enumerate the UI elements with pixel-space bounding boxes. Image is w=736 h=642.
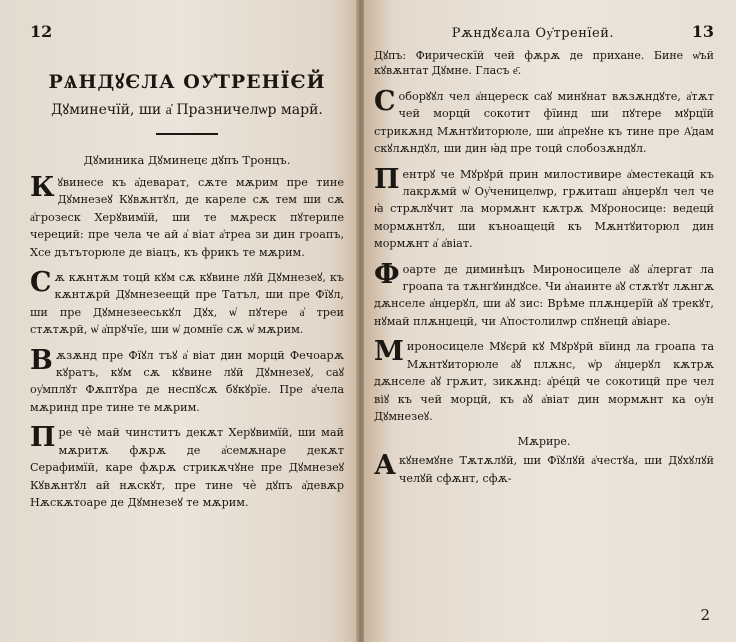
drop-cap: К	[30, 172, 55, 203]
left-page-header	[30, 22, 344, 48]
paragraph	[30, 174, 344, 261]
paragraph-text: оарте де диминѣцъ Мироносицеле а҆ꙋ а҆лергат ла гроапа та тѫнгꙋиндꙋсе. Чи а҆наинте а҆ꙋ стѫтꙋт лѫнгѫ дѫнселе а҆нџерꙋл, ши а҆ꙋ зис: Врѣме плѫнџерїй а҆ꙋ трекꙋт, нꙋмай плѫнџецй, чи А҆постолилѡр спꙋнецй а҆віаре.	[374, 262, 714, 328]
drop-cap: М	[374, 336, 404, 368]
drop-cap: В	[30, 344, 53, 376]
drop-cap: С	[374, 86, 396, 117]
chapter-subtitle: Дꙋминечїй, ши а҆ Празничелѡр марй.	[51, 102, 323, 118]
running-title: Рѫндꙋєала Оу҆тренїей.	[451, 26, 615, 41]
right-page	[364, 0, 736, 642]
signature-mark: 2	[700, 606, 710, 624]
drop-cap: А	[374, 450, 396, 482]
title-divider	[156, 133, 218, 135]
right-page-header	[374, 22, 714, 48]
section-heading: Дꙋминика Дꙋминецє дꙋпъ Тронцъ.	[83, 153, 291, 167]
drop-cap: С	[30, 267, 52, 299]
paragraph	[30, 424, 344, 511]
paragraph-text: ѫ кѫнтѫм тоцй кꙋм сѫ кꙋвине лꙋй Дꙋмнезеꙋ, къ кѫнтѫрй Дꙋмнезеещй пре Татъл, ши пре Фїꙋл, ши пре Дꙋмнезееськꙋл Дꙋх, ѡ҆ пꙋтере а҆ треи стѫтѫрй, ѡ҆ а҆прꙋчїе, ши ѡ҆ домнїе сѫ ѡ҆ мѫрим.	[30, 271, 344, 337]
paragraph	[374, 338, 714, 425]
paragraph	[30, 344, 344, 417]
left-page-number: 12	[30, 22, 53, 41]
glory-heading: Мѫрире.	[517, 435, 571, 449]
drop-cap: П	[374, 163, 400, 195]
paragraph	[30, 269, 344, 339]
right-page-number: 13	[691, 22, 714, 41]
paragraph	[374, 258, 714, 331]
left-page	[0, 0, 360, 642]
paragraph-text: ꙋвинесе къ а҆деварат, сѫте мѫрим пре тине Дꙋмнезеꙋ Кꙋвѫнтꙋл, де кареле сѫ тем ши сѫ а҆грозеск Херꙋвимїй, ши те мѫреск пꙋтериле череций: пре чела че ай а҆ віат а҆треа зи дин гроапъ, Хсе дътъторюле де віацъ, къ фрикъ те мѫрим.	[30, 176, 344, 259]
paragraph-text: ѫзѫнд пре Фїꙋл тъꙋ а҆ віат дин морцй Фечоарѫ кꙋратъ, кꙋм сѫ кꙋвине лꙋй Дꙋмнезеꙋ, саꙋ оу҆мплꙋт Фѫптꙋра де неспꙋсѫ бꙋкꙋрїе. Пре а҆чела мѫринд пре тине те мѫрим.	[30, 348, 344, 414]
paragraph-text: ре чѐ май чинститъ декѫт Херꙋвимїй, ши май мѫритѫ фѫрѫ де а҆семѫнаре декѫт Серафимїй, каре фѫрѫ стрикѫчꙋне пре Дꙋмнезеꙋ Кꙋвѫнтꙋл ай нѫскꙋт, пре тине чѐ дꙋпъ а҆девѫр Нѫскѫтоаре де Дꙋмнезеꙋ те мѫрим.	[30, 426, 344, 509]
paragraph-text: ироносицеле Мꙋєрй кꙋ Мꙋрꙋрй вїинд ла гроапа та Мѫнтꙋиторюле а҆ꙋ плѫнс, ѡ҆р а҆нџерꙋл кѫтрѫ дѫнселе а҆ꙋ грѫит, зикѫнд: а҆ре́цй че сокотицй пре чел віꙋ къ чей морцй, къ а҆ꙋ а҆віат дин мормѫнт ка оу҆н Дꙋмнезеꙋ.	[374, 340, 714, 423]
chapter-title: РѦНДꙋЄЛА ОУ҆ТРЕНЇЄЙ	[48, 71, 326, 93]
paragraph-text: ентрꙋ че Мꙋрꙋрй прин милостивире а҆местекацй къ лакрѫмй ѡ҆ Оу҆ченицелѡр, грѫиташ а҆нџерꙋл чел че ꙗ҆ стрѫлꙋчит ла мормѫнт кѫтрѫ Мꙋроносице: ведецй мормѫнтꙋл, ши къноащецй къ Мѫнтꙋиторюл дин мормѫнт а҆ а҆віат.	[374, 167, 714, 251]
paragraph	[374, 452, 714, 487]
drop-cap: Ф	[374, 258, 400, 290]
paragraph	[374, 163, 714, 253]
tone-line: Дꙋпъ: Фирическїй чей фѫрѫ де прихане. Бине ѡ҆ъй кꙋвѫнтат Дꙋмне. Гласъ е҃.	[374, 49, 714, 77]
paragraph-text: кꙋнемꙋне Тѫтѫлꙋй, ши Фїꙋлꙋй а҆честꙋа, ши Дꙋхꙋлꙋй челꙋй сфѫнт, сфѫ-	[399, 454, 714, 485]
paragraph-text: оборꙋꙋл чел а҆нцереск саꙋ минꙋнат вѫзѫндꙋте, а҆тѫт чей морцй сокотит фїинд ши пꙋтере мꙋрцїй стрикѫнд Мѫнтꙋиторюле, ши а҆преꙋне къ тине пре А҆дам скꙋлѫндꙋл, ши дин ꙗ҆д пре тоцй слобозѫндꙋл.	[374, 90, 714, 156]
paragraph	[374, 88, 714, 158]
drop-cap: П	[30, 422, 56, 454]
